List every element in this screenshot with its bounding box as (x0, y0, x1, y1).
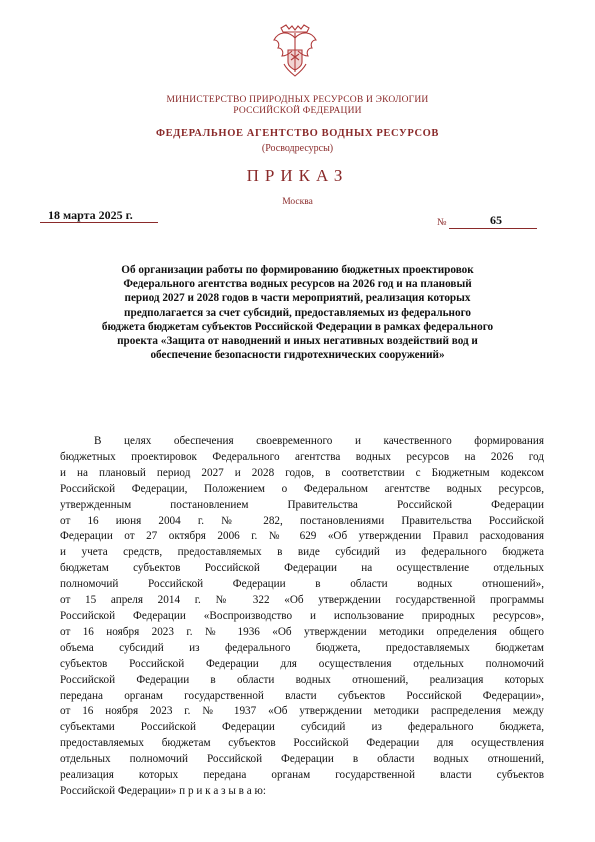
body-line: бюджетам субъектов Российской Федерации на осуществление отдельных (60, 562, 544, 575)
issue-city: Москва (282, 197, 313, 207)
order-date: 18 марта 2025 г. (48, 208, 133, 222)
body-line: от 15 апреля 2014 г. № 322 «Об утверждении государственной программы (60, 594, 544, 607)
body-line: субъектами Российской Федерации субсидий из федерального бюджета, (60, 721, 544, 734)
title-line: Федерального агентства водных ресурсов на 2026 год и на плановый (123, 278, 472, 291)
body-line: и учета средств, предоставляемых в виде субсидий из федерального бюджета (60, 546, 544, 559)
document-type: ПРИКАЗ (246, 166, 349, 185)
body-line: реализация которых передана органам государственной власти субъектов (60, 769, 544, 782)
number-underline (449, 228, 537, 229)
body-line: бюджетных проектировок Федерального агентства водных ресурсов на 2026 год (60, 450, 544, 463)
russian-coat-of-arms-icon (272, 24, 318, 78)
body-line: Федерации от 27 октября 2006 г. № 629 «Об утверждении Правил расходования (60, 530, 544, 543)
body-line: Российской Федерации, Положением о Федеральном агентстве водных ресурсов, (60, 482, 544, 495)
agency-name: ФЕДЕРАЛЬНОЕ АГЕНТСТВО ВОДНЫХ РЕСУРСОВ (155, 128, 440, 139)
body-line: В целях обеспечения своевременного и качественного формирования (94, 435, 544, 447)
number-sign: № (437, 217, 447, 228)
body-line: предоставляемых бюджетам субъектов Российской Федерации для осуществления (60, 737, 544, 750)
title-line: бюджета бюджетам субъектов Российской Федерации в рамках федерального (101, 320, 494, 333)
body-line: утвержденным постановлением Правительства Российской Федерации (60, 498, 544, 511)
title-line: период 2027 и 2028 годов в части мероприятий, реализация которых (124, 292, 471, 305)
body-line: объема субсидий из федерального бюджета, предоставляемых бюджетам (60, 641, 544, 654)
order-number: 65 (490, 213, 502, 227)
body-line: от 16 ноября 2023 г. № 1936 «Об утверждении методики определения общего (60, 625, 544, 638)
title-line: обеспечение безопасности гидротехнических сооружений» (150, 349, 445, 362)
title-line: предполагается за счет субсидий, предоставляемых из федерального (124, 306, 471, 319)
title-line: Об организации работы по формированию бюджетных проектировок (121, 264, 474, 276)
body-line: Российской Федерации в области водных отношений, реализация которых (60, 673, 544, 686)
order-title (60, 263, 535, 362)
ministry-name-line2: РОССИЙСКОЙ ФЕДЕРАЦИИ (233, 106, 362, 116)
body-line: субъектов Российской Федерации для осуществления отдельных полномочий (60, 657, 544, 670)
body-line: отдельных полномочий Российской Федерации в области водных отношений, (60, 753, 544, 766)
ministry-name: МИНИСТЕРСТВО ПРИРОДНЫХ РЕСУРСОВ И ЭКОЛОГИИ (166, 95, 429, 105)
title-line: проекта «Защита от наводнений и иных негативных воздействий вод и (117, 335, 478, 348)
body-line: Российской Федерации «Воспроизводство и использование природных ресурсов», (60, 609, 544, 622)
body-line: и на плановый период 2027 и 2028 годов, в соответствии с Бюджетным кодексом (60, 466, 544, 479)
body-line: от 16 июня 2004 г. № 282, постановлениями Правительства Российской (60, 514, 544, 527)
body-line: от 16 ноября 2023 г. № 1937 «Об утверждении методики распределения между (60, 705, 544, 718)
body-line: передана органам государственной власти субъектов Российской Федерации», (60, 689, 544, 702)
order-preamble (60, 434, 544, 800)
body-line: полномочий Российской Федерации в области водных отношений», (60, 578, 544, 591)
body-line: Российской Федерации» п р и к а з ы в а ю: (60, 784, 266, 797)
agency-short-name: (Росводресурсы) (261, 143, 334, 154)
date-underline (40, 222, 158, 223)
